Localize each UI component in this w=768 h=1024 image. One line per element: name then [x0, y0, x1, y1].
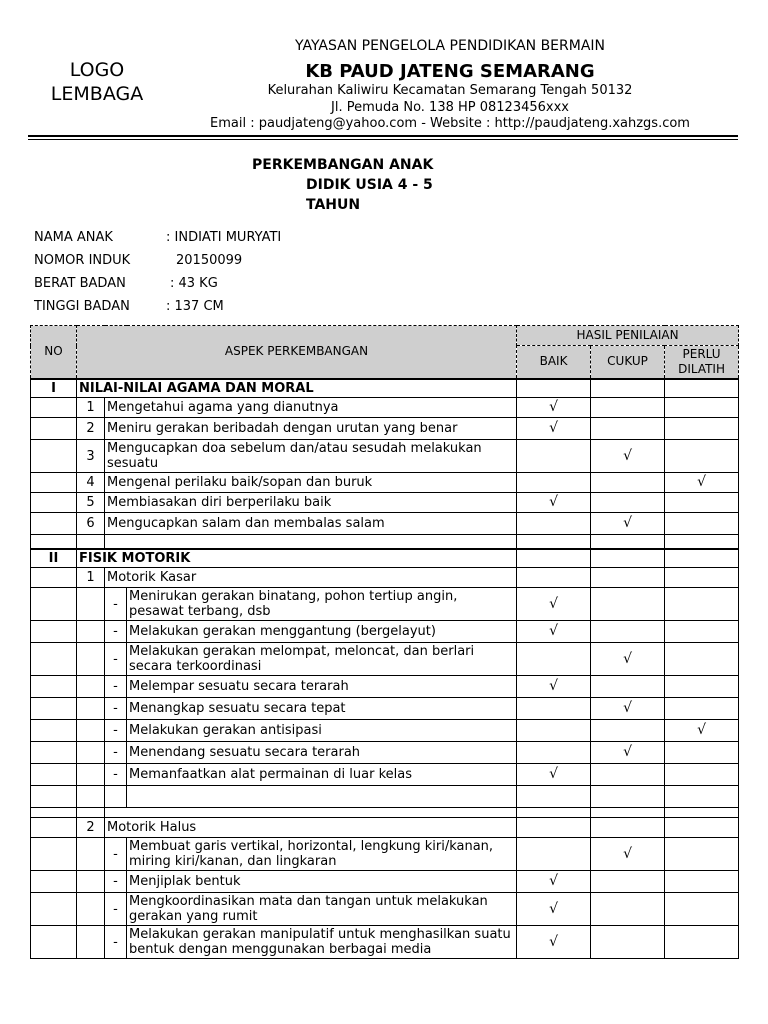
- empty-cell: [591, 818, 665, 838]
- check-mark-icon: √: [623, 845, 632, 862]
- bullet-dash: -: [105, 893, 127, 926]
- rating-baik-cell: [517, 838, 591, 871]
- rating-cukup-cell: [591, 643, 665, 676]
- header-divider-thick: [28, 135, 738, 137]
- rating-perlu-cell: [665, 742, 739, 764]
- item-no-blank: [31, 588, 77, 621]
- section-row: [31, 379, 739, 398]
- bullet-dash: -: [105, 720, 127, 742]
- list-item: [31, 473, 739, 493]
- item-no: 4: [77, 473, 105, 493]
- header-address-1: Kelurahan Kaliwiru Kecamatan Semarang Tengah 50132: [267, 83, 633, 98]
- group-title: Motorik Halus: [105, 818, 517, 838]
- group-title: Motorik Kasar: [105, 568, 517, 588]
- rating-cukup-cell: [591, 926, 665, 959]
- empty-cell: [105, 786, 127, 808]
- rating-baik-cell: [517, 513, 591, 535]
- list-item: [31, 893, 739, 926]
- rating-perlu-cell: [665, 588, 739, 621]
- rating-cukup-cell: [591, 588, 665, 621]
- item-indent: [77, 926, 105, 959]
- list-item: [31, 398, 739, 418]
- student-name-value: : INDIATI MURYATI: [166, 230, 282, 245]
- doc-title-line1: PERKEMBANGAN ANAK: [252, 157, 434, 173]
- empty-cell: [77, 535, 105, 549]
- rating-baik-cell: [517, 473, 591, 493]
- empty-cell: [665, 818, 739, 838]
- rating-perlu-cell: [665, 893, 739, 926]
- rating-baik-cell: [517, 893, 591, 926]
- student-id-value: 20150099: [176, 253, 243, 268]
- rating-baik-cell: [517, 398, 591, 418]
- item-text: Melakukan gerakan manipulatif untuk menghasilkan suatu bentuk dengan menggunakan berbagai media: [127, 926, 517, 959]
- rating-cukup-cell: [591, 742, 665, 764]
- item-no-blank: [31, 568, 77, 588]
- empty-cell: [517, 568, 591, 588]
- item-indent: [77, 720, 105, 742]
- empty-cell: [591, 808, 665, 818]
- item-no: 6: [77, 513, 105, 535]
- spacer-row: [31, 535, 739, 549]
- rating-perlu-cell: [665, 926, 739, 959]
- list-item: [31, 720, 739, 742]
- item-indent: [77, 742, 105, 764]
- group-row: [31, 818, 739, 838]
- header-divider-thin: [28, 139, 738, 140]
- item-text: Mengetahui agama yang dianutnya: [105, 398, 517, 418]
- item-text: Memanfaatkan alat permainan di luar kelas: [127, 764, 517, 786]
- item-no-blank: [31, 720, 77, 742]
- item-no-blank: [31, 440, 77, 473]
- student-height-value: : 137 CM: [166, 299, 224, 314]
- list-item: [31, 742, 739, 764]
- item-indent: [77, 676, 105, 698]
- rating-baik-cell: [517, 720, 591, 742]
- rating-baik-cell: [517, 643, 591, 676]
- bullet-dash: -: [105, 588, 127, 621]
- empty-cell: [31, 808, 77, 818]
- check-mark-icon: √: [549, 595, 558, 612]
- item-indent: [77, 893, 105, 926]
- col-aspect-header: ASPEK PERKEMBANGAN: [77, 326, 517, 379]
- rating-perlu-cell: [665, 493, 739, 513]
- group-row: [31, 568, 739, 588]
- section-row: [31, 549, 739, 568]
- rating-cukup-cell: [591, 764, 665, 786]
- check-mark-icon: √: [697, 722, 706, 738]
- item-no-blank: [31, 838, 77, 871]
- empty-cell: [665, 549, 739, 568]
- item-no-blank: [31, 742, 77, 764]
- item-text: Melempar sesuatu secara terarah: [127, 676, 517, 698]
- rating-baik-cell: [517, 676, 591, 698]
- item-no-blank: [31, 398, 77, 418]
- rating-perlu-cell: [665, 440, 739, 473]
- item-text: Melakukan gerakan menggantung (bergelayut): [127, 621, 517, 643]
- group-no: 1: [77, 568, 105, 588]
- item-no-blank: [31, 418, 77, 440]
- group-no: 2: [77, 818, 105, 838]
- item-no-blank: [31, 676, 77, 698]
- empty-cell: [31, 535, 77, 549]
- table-header-row-1: [31, 326, 739, 346]
- item-no-blank: [31, 893, 77, 926]
- logo-placeholder: [38, 58, 156, 106]
- col-no-header: NO: [31, 326, 77, 379]
- empty-cell: [591, 379, 665, 398]
- item-text: Meniru gerakan beribadah dengan urutan yang benar: [105, 418, 517, 440]
- student-id-label: NOMOR INDUK: [34, 253, 131, 268]
- rating-baik-cell: [517, 764, 591, 786]
- item-indent: [77, 764, 105, 786]
- empty-cell: [517, 786, 591, 808]
- section-title: FISIK MOTORIK: [77, 549, 517, 568]
- rating-perlu-cell: [665, 398, 739, 418]
- item-no-blank: [31, 513, 77, 535]
- col-good-header: BAIK: [517, 346, 591, 379]
- section-title: NILAI-NILAI AGAMA DAN MORAL: [77, 379, 517, 398]
- doc-title-line3: TAHUN: [306, 197, 361, 213]
- spacer-row: [31, 808, 739, 818]
- empty-cell: [105, 808, 517, 818]
- empty-cell: [517, 535, 591, 549]
- rating-cukup-cell: [591, 398, 665, 418]
- item-no-blank: [31, 473, 77, 493]
- bullet-dash: -: [105, 926, 127, 959]
- item-indent: [77, 588, 105, 621]
- rating-perlu-cell: [665, 720, 739, 742]
- list-item: [31, 493, 739, 513]
- item-text: Membuat garis vertikal, horizontal, lengkung kiri/kanan, miring kiri/kanan, dan lingkaran: [127, 838, 517, 871]
- item-no-blank: [31, 764, 77, 786]
- student-weight-label: BERAT BADAN: [34, 276, 126, 291]
- item-no: 5: [77, 493, 105, 513]
- check-mark-icon: √: [549, 678, 558, 694]
- header-org: YAYASAN PENGELOLA PENDIDIKAN BERMAIN: [294, 38, 606, 54]
- header-school-name: KB PAUD JATENG SEMARANG: [305, 61, 595, 82]
- col-train-header: PERLU DILATIH: [665, 346, 739, 379]
- list-item: [31, 764, 739, 786]
- check-mark-icon: √: [549, 623, 558, 639]
- rating-perlu-cell: [665, 621, 739, 643]
- check-mark-icon: √: [623, 700, 632, 716]
- item-indent: [77, 621, 105, 643]
- item-text: Menirukan gerakan binatang, pohon tertiup angin, pesawat terbang, dsb: [127, 588, 517, 621]
- empty-cell: [31, 786, 77, 808]
- rating-perlu-cell: [665, 418, 739, 440]
- empty-cell: [591, 786, 665, 808]
- spacer-row: [31, 786, 739, 808]
- check-mark-icon: √: [697, 474, 706, 490]
- list-item: [31, 676, 739, 698]
- empty-cell: [105, 535, 517, 549]
- empty-cell: [591, 535, 665, 549]
- empty-cell: [517, 549, 591, 568]
- list-item: [31, 588, 739, 621]
- item-no-blank: [31, 621, 77, 643]
- section-no: I: [31, 379, 77, 398]
- empty-cell: [517, 379, 591, 398]
- student-weight-value: : 43 KG: [170, 276, 218, 291]
- list-item: [31, 418, 739, 440]
- empty-cell: [665, 379, 739, 398]
- check-mark-icon: √: [549, 494, 558, 510]
- rating-cukup-cell: [591, 473, 665, 493]
- item-indent: [77, 643, 105, 676]
- rating-cukup-cell: [591, 493, 665, 513]
- bullet-dash: -: [105, 698, 127, 720]
- item-indent: [77, 838, 105, 871]
- list-item: [31, 698, 739, 720]
- empty-cell: [127, 786, 517, 808]
- assessment-table: [30, 325, 739, 959]
- item-no-blank: [31, 698, 77, 720]
- bullet-dash: -: [105, 742, 127, 764]
- item-text: Mengkoordinasikan mata dan tangan untuk melakukan gerakan yang rumit: [127, 893, 517, 926]
- item-text: Melakukan gerakan antisipasi: [127, 720, 517, 742]
- rating-baik-cell: [517, 742, 591, 764]
- item-no-blank: [31, 493, 77, 513]
- assessment-table-body: [31, 326, 739, 959]
- rating-perlu-cell: [665, 676, 739, 698]
- list-item: [31, 871, 739, 893]
- bullet-dash: -: [105, 643, 127, 676]
- empty-cell: [77, 808, 105, 818]
- item-indent: [77, 698, 105, 720]
- empty-cell: [517, 818, 591, 838]
- check-mark-icon: √: [623, 744, 632, 760]
- bullet-dash: -: [105, 838, 127, 871]
- rating-baik-cell: [517, 493, 591, 513]
- check-mark-icon: √: [549, 933, 558, 950]
- list-item: [31, 513, 739, 535]
- rating-perlu-cell: [665, 643, 739, 676]
- item-no-blank: [31, 871, 77, 893]
- item-text: Menangkap sesuatu secara tepat: [127, 698, 517, 720]
- rating-cukup-cell: [591, 698, 665, 720]
- bullet-dash: -: [105, 764, 127, 786]
- logo-line2: LEMBAGA: [50, 83, 144, 105]
- rating-cukup-cell: [591, 720, 665, 742]
- logo-line1: LOGO: [69, 59, 125, 81]
- item-text: Menendang sesuatu secara terarah: [127, 742, 517, 764]
- list-item: [31, 643, 739, 676]
- rating-perlu-cell: [665, 513, 739, 535]
- rating-cukup-cell: [591, 871, 665, 893]
- item-indent: [77, 871, 105, 893]
- list-item: [31, 440, 739, 473]
- rating-cukup-cell: [591, 440, 665, 473]
- rating-perlu-cell: [665, 473, 739, 493]
- rating-baik-cell: [517, 440, 591, 473]
- list-item: [31, 621, 739, 643]
- rating-cukup-cell: [591, 893, 665, 926]
- item-no-blank: [31, 926, 77, 959]
- empty-cell: [665, 568, 739, 588]
- check-mark-icon: √: [549, 900, 558, 917]
- bullet-dash: -: [105, 676, 127, 698]
- rating-baik-cell: [517, 871, 591, 893]
- rating-cukup-cell: [591, 838, 665, 871]
- item-no-blank: [31, 818, 77, 838]
- bullet-dash: -: [105, 621, 127, 643]
- header-contact: Email : paudjateng@yahoo.com - Website : http://paudjateng.xahzgs.com: [210, 116, 690, 131]
- rating-cukup-cell: [591, 621, 665, 643]
- item-text: Mengenal perilaku baik/sopan dan buruk: [105, 473, 517, 493]
- empty-cell: [77, 786, 105, 808]
- rating-baik-cell: [517, 621, 591, 643]
- item-no: 3: [77, 440, 105, 473]
- item-no: 1: [77, 398, 105, 418]
- item-text: Mengucapkan doa sebelum dan/atau sesudah melakukan sesuatu: [105, 440, 517, 473]
- section-no: II: [31, 549, 77, 568]
- rating-cukup-cell: [591, 676, 665, 698]
- item-text: Membiasakan diri berperilaku baik: [105, 493, 517, 513]
- list-item: [31, 926, 739, 959]
- col-result-header: HASIL PENILAIAN: [517, 326, 739, 346]
- rating-perlu-cell: [665, 698, 739, 720]
- empty-cell: [665, 535, 739, 549]
- bullet-dash: -: [105, 871, 127, 893]
- student-height-label: TINGGI BADAN: [34, 299, 130, 314]
- check-mark-icon: √: [549, 766, 558, 782]
- rating-perlu-cell: [665, 871, 739, 893]
- check-mark-icon: √: [623, 650, 632, 667]
- empty-cell: [591, 568, 665, 588]
- check-mark-icon: √: [623, 447, 632, 464]
- col-enough-header: CUKUP: [591, 346, 665, 379]
- rating-perlu-cell: [665, 838, 739, 871]
- rating-cukup-cell: [591, 513, 665, 535]
- check-mark-icon: √: [549, 399, 558, 415]
- student-name-label: NAMA ANAK: [34, 230, 113, 245]
- rating-perlu-cell: [665, 764, 739, 786]
- check-mark-icon: √: [623, 515, 632, 531]
- item-no: 2: [77, 418, 105, 440]
- item-text: Melakukan gerakan melompat, meloncat, dan berlari secara terkoordinasi: [127, 643, 517, 676]
- rating-cukup-cell: [591, 418, 665, 440]
- item-text: Menjiplak bentuk: [127, 871, 517, 893]
- item-text: Mengucapkan salam dan membalas salam: [105, 513, 517, 535]
- header-address-2: Jl. Pemuda No. 138 HP 08123456xxx: [331, 100, 569, 115]
- check-mark-icon: √: [549, 873, 558, 889]
- empty-cell: [665, 786, 739, 808]
- empty-cell: [517, 808, 591, 818]
- rating-baik-cell: [517, 418, 591, 440]
- item-no-blank: [31, 643, 77, 676]
- rating-baik-cell: [517, 588, 591, 621]
- rating-baik-cell: [517, 926, 591, 959]
- rating-baik-cell: [517, 698, 591, 720]
- empty-cell: [665, 808, 739, 818]
- list-item: [31, 838, 739, 871]
- doc-title-line2: DIDIK USIA 4 - 5: [306, 177, 433, 193]
- empty-cell: [591, 549, 665, 568]
- check-mark-icon: √: [549, 420, 558, 436]
